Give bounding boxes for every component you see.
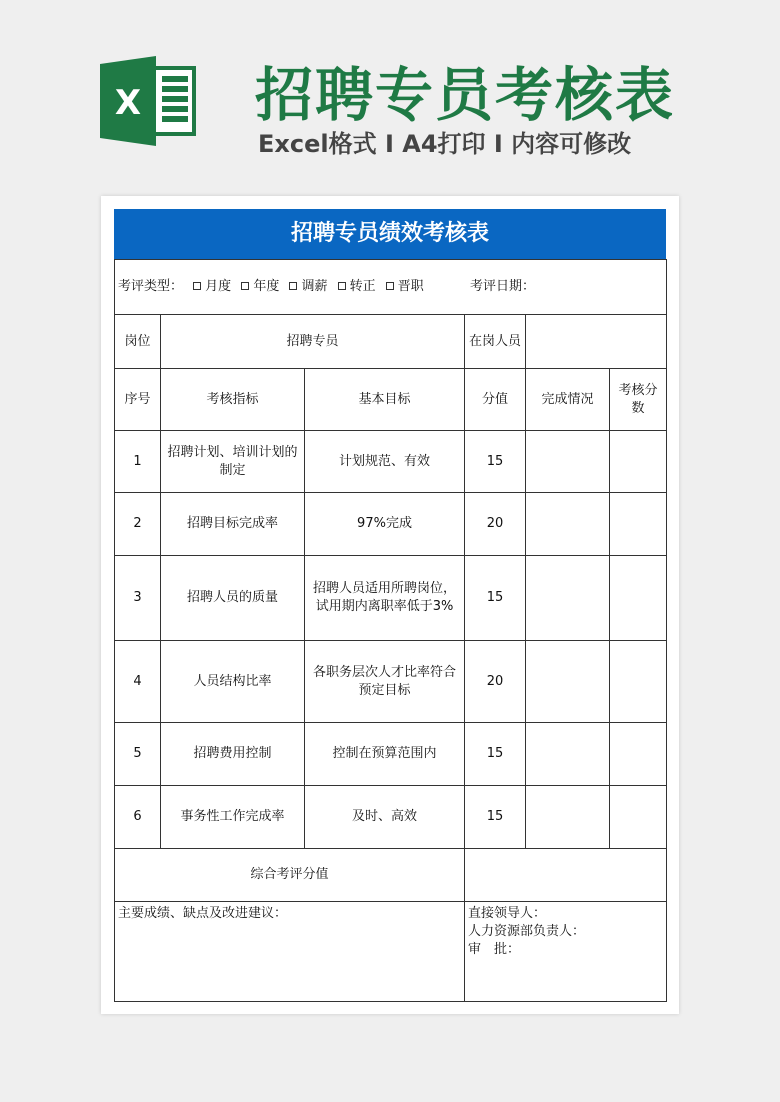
row-no: 5 [115, 723, 161, 786]
row-score: 15 [465, 431, 526, 493]
row-indicator: 招聘费用控制 [161, 723, 305, 786]
checkbox-annual[interactable] [241, 282, 249, 290]
result-cell[interactable] [610, 431, 667, 493]
table-row [115, 556, 667, 641]
completion-cell[interactable] [526, 723, 610, 786]
result-cell[interactable] [610, 493, 667, 556]
type-option: 年度 [253, 279, 280, 294]
completion-cell[interactable] [526, 493, 610, 556]
completion-cell[interactable] [526, 556, 610, 641]
completion-cell[interactable] [526, 786, 610, 849]
col-header: 完成情况 [526, 369, 610, 431]
result-cell[interactable] [610, 723, 667, 786]
row-indicator: 事务性工作完成率 [161, 786, 305, 849]
completion-cell[interactable] [526, 641, 610, 723]
form-title: 招聘专员绩效考核表 [114, 209, 666, 259]
row-target: 97%完成 [305, 493, 465, 556]
col-header: 序号 [115, 369, 161, 431]
table-row [115, 786, 667, 849]
row-no: 6 [115, 786, 161, 849]
col-header: 考核指标 [161, 369, 305, 431]
type-label: 考评类型： [118, 279, 184, 294]
review-type-row [115, 260, 667, 315]
row-target: 招聘人员适用所聘岗位，试用期内离职率低于3% [305, 556, 465, 641]
row-score: 20 [465, 493, 526, 556]
row-score: 20 [465, 641, 526, 723]
page-title: 招聘专员考核表 [255, 61, 676, 129]
result-cell[interactable] [610, 641, 667, 723]
col-header: 考核分数 [610, 369, 667, 431]
total-label: 综合考评分值 [115, 849, 465, 902]
staff-value[interactable] [526, 315, 667, 369]
date-label: 考评日期： [469, 279, 535, 294]
row-target: 及时、高效 [305, 786, 465, 849]
row-indicator: 人员结构比率 [161, 641, 305, 723]
staff-label: 在岗人员 [465, 315, 526, 369]
row-indicator: 招聘人员的质量 [161, 556, 305, 641]
row-no: 3 [115, 556, 161, 641]
col-header: 分值 [465, 369, 526, 431]
row-no: 1 [115, 431, 161, 493]
excel-logo-icon [100, 56, 196, 146]
svg-text:X: X [114, 83, 142, 123]
type-option: 调薪 [301, 279, 328, 294]
total-value[interactable] [465, 849, 667, 902]
row-score: 15 [465, 786, 526, 849]
type-option: 转正 [349, 279, 376, 294]
assessment-table [114, 259, 667, 1002]
row-target: 计划规范、有效 [305, 431, 465, 493]
result-cell[interactable] [610, 556, 667, 641]
signoff-approval: 审 批： [468, 942, 521, 957]
page-subtitle: Excel格式 I A4打印 I 内容可修改 [258, 130, 632, 158]
table-row [115, 641, 667, 723]
checkbox-promotion[interactable] [386, 282, 394, 290]
signoff-leader: 直接领导人： [468, 906, 547, 921]
row-indicator: 招聘目标完成率 [161, 493, 305, 556]
position-label: 岗位 [115, 315, 161, 369]
completion-cell[interactable] [526, 431, 610, 493]
position-value: 招聘专员 [161, 315, 465, 369]
row-no: 2 [115, 493, 161, 556]
result-cell[interactable] [610, 786, 667, 849]
signoff-hr: 人力资源部负责人： [468, 924, 586, 939]
signoff-cell [465, 902, 667, 1002]
suggestion-label: 主要成绩、缺点及改进建议： [115, 902, 465, 1002]
checkbox-monthly[interactable] [193, 282, 201, 290]
table-row [115, 723, 667, 786]
type-option: 晋职 [397, 279, 424, 294]
row-no: 4 [115, 641, 161, 723]
col-header: 基本目标 [305, 369, 465, 431]
row-target: 控制在预算范围内 [305, 723, 465, 786]
checkbox-salary[interactable] [289, 282, 297, 290]
row-indicator: 招聘计划、培训计划的制定 [161, 431, 305, 493]
row-score: 15 [465, 723, 526, 786]
row-score: 15 [465, 556, 526, 641]
table-row [115, 493, 667, 556]
row-target: 各职务层次人才比率符合预定目标 [305, 641, 465, 723]
type-option: 月度 [205, 279, 232, 294]
table-row [115, 431, 667, 493]
checkbox-regular[interactable] [338, 282, 346, 290]
